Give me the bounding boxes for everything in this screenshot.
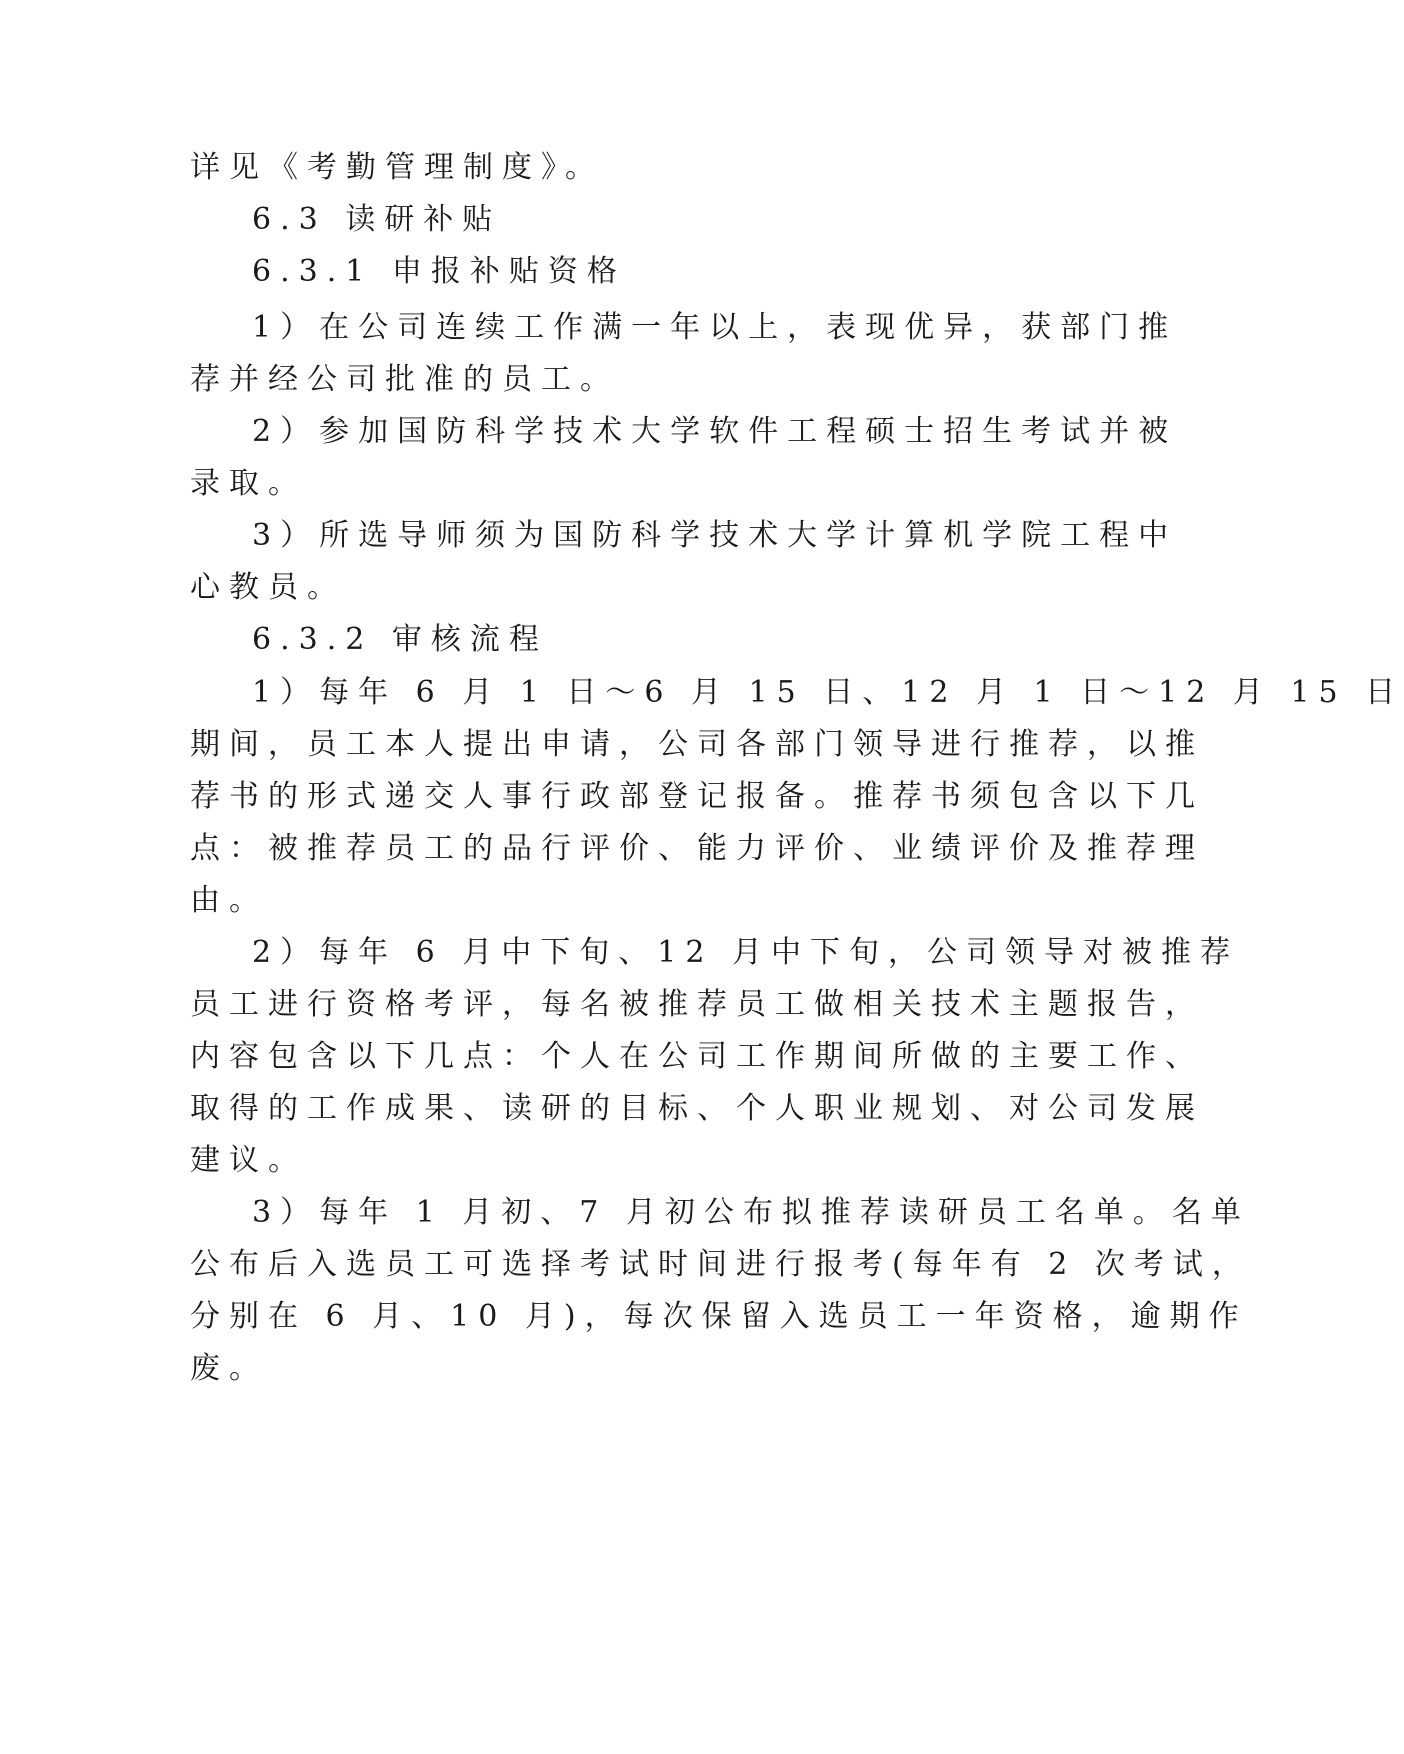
text-line: 心教员。 bbox=[190, 570, 346, 605]
subsection-heading: 6.3.2 审核流程 bbox=[252, 622, 548, 657]
subsection-heading: 6.3.1 申报补贴资格 bbox=[252, 254, 626, 289]
text-line: 录取。 bbox=[190, 466, 307, 501]
text-line: 期间，员工本人提出申请，公司各部门领导进行推荐，以推 bbox=[190, 727, 1204, 762]
text-line: 废。 bbox=[190, 1351, 268, 1386]
text-line: 由。 bbox=[190, 883, 268, 918]
text-line: 详见《考勤管理制度》。 bbox=[190, 150, 604, 185]
text-line: 2）参加国防科学技术大学软件工程硕士招生考试并被 bbox=[252, 414, 1178, 449]
text-line: 公布后入选员工可选择考试时间进行报考(每年有 2 次考试， bbox=[190, 1247, 1251, 1282]
text-line: 员工进行资格考评，每名被推荐员工做相关技术主题报告， bbox=[190, 987, 1204, 1022]
text-line: 荐并经公司批准的员工。 bbox=[190, 362, 619, 397]
text-line: 1）每年 6 月 1 日～6 月 15 日、12 月 1 日～12 月 15 日 bbox=[252, 675, 1404, 710]
text-line: 点：被推荐员工的品行评价、能力评价、业绩评价及推荐理 bbox=[190, 831, 1204, 866]
text-line: 2）每年 6 月中下旬、12 月中下旬，公司领导对被推荐 bbox=[252, 935, 1239, 970]
text-line: 分别在 6 月、10 月)，每次保留入选员工一年资格，逾期作 bbox=[190, 1299, 1248, 1334]
section-heading: 6.3 读研补贴 bbox=[252, 202, 502, 237]
text-line: 1）在公司连续工作满一年以上，表现优异，获部门推 bbox=[252, 310, 1178, 345]
text-line: 取得的工作成果、读研的目标、个人职业规划、对公司发展 bbox=[190, 1091, 1204, 1126]
text-line: 内容包含以下几点：个人在公司工作期间所做的主要工作、 bbox=[190, 1039, 1204, 1074]
text-line: 荐书的形式递交人事行政部登记报备。推荐书须包含以下几 bbox=[190, 779, 1204, 814]
text-line: 3）所选导师须为国防科学技术大学计算机学院工程中 bbox=[252, 518, 1178, 553]
text-line: 3）每年 1 月初、7 月初公布拟推荐读研员工名单。名单 bbox=[252, 1195, 1250, 1230]
text-line: 建议。 bbox=[190, 1143, 307, 1178]
